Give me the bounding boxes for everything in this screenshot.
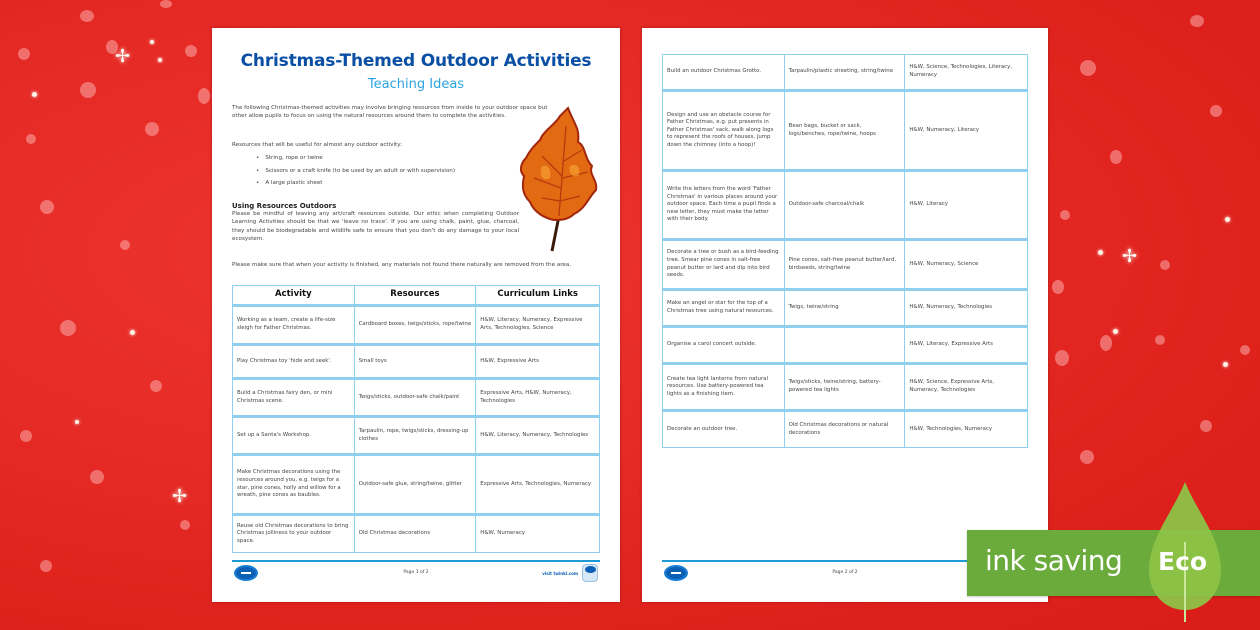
cell-links: H&W, Numeracy	[476, 515, 600, 553]
table-row	[663, 411, 1028, 448]
sparkle-icon: ✢	[1122, 246, 1138, 267]
table-row	[233, 515, 600, 553]
cell-resources: Old Christmas decorations or natural decorations	[784, 411, 905, 448]
activities-table	[232, 285, 600, 553]
intro-paragraph: The following Christmas-themed activities may involve bringing resources from inside to your outdoor space but other allow pupils to focus on using the natural resources around them to complete the activities.	[232, 105, 548, 120]
cell-activity: Organise a carol concert outside.	[663, 327, 785, 364]
sparkle-icon: ✢	[115, 46, 131, 67]
cell-resources: Old Christmas decorations	[354, 515, 476, 553]
footer-link[interactable]: visit twinkl.com	[542, 571, 578, 576]
column-header-resources: Resources	[354, 286, 476, 306]
cell-activity: Play Christmas toy 'hide and seek'.	[233, 345, 355, 379]
cell-activity: Working as a team, create a life-size sleigh for Father Christmas.	[233, 306, 355, 345]
cell-activity: Reuse old Christmas decorations to bring Christmas jolliness to your outdoor space.	[233, 515, 355, 553]
cell-activity: Build a Christmas fairy den, or mini Christmas scene.	[233, 379, 355, 417]
cell-resources: Pine cones, salt-free peanut butter/lard, birdseeds, string/twine	[784, 240, 905, 290]
table-row	[233, 417, 600, 455]
resource-item: • A large plastic sheet	[256, 179, 455, 192]
section-paragraph: Please be mindful of leaving any art/craft resources outside. Our ethic when completing Outdoor Learning Activities should be that we 'leave no trace'. If you are using chalk, paint, glue, charcoal, they should be biodegradable and wildlife safe to ensure that you don't do any damage to your local ecosystem.	[232, 211, 519, 243]
cell-links: H&W, Numeracy, Technologies	[905, 290, 1028, 327]
table-row	[663, 364, 1028, 411]
table-row	[233, 345, 600, 379]
activities-table-continued	[662, 54, 1028, 448]
sparkle-icon: ✢	[172, 486, 188, 507]
cell-links: H&W, Expressive Arts	[476, 345, 600, 379]
cell-resources: Twigs/sticks, outdoor-safe chalk/paint	[354, 379, 476, 417]
cell-links: H&W, Numeracy, Literacy	[905, 91, 1028, 171]
table-header-row	[233, 286, 600, 306]
table-row	[663, 171, 1028, 240]
document-title: Christmas-Themed Outdoor Activities	[240, 51, 592, 71]
cell-activity: Build an outdoor Christmas Grotto.	[663, 55, 785, 91]
resources-list	[256, 154, 455, 192]
cell-resources: Twigs/sticks, twine/string, battery-powered tea lights	[784, 364, 905, 411]
cell-resources: Outdoor-safe glue, string/twine, glitter	[354, 455, 476, 515]
footer-divider	[232, 560, 600, 562]
column-header-activity: Activity	[233, 286, 355, 306]
document-subtitle: Teaching Ideas	[367, 77, 465, 92]
table-row	[233, 306, 600, 345]
cell-activity: Decorate an outdoor tree.	[663, 411, 785, 448]
cell-activity: Decorate a tree or bush as a bird-feeding tree. Smear pine cones in salt-free peanut butter or lard and dip into bird seeds.	[663, 240, 785, 290]
cell-resources: Outdoor-safe charcoal/chalk	[784, 171, 905, 240]
section-heading: Using Resources Outdoors	[232, 202, 337, 210]
cell-activity: Create tea light lanterns from natural resources. Use battery-powered tea lights as a finishing item.	[663, 364, 785, 411]
cell-activity: Write the letters from the word 'Father Christmas' in various places around your outdoor space. Each time a pupil finds a new letter, they must make the letter with their body.	[663, 171, 785, 240]
worksheet-page-1	[212, 28, 620, 602]
table-row	[233, 379, 600, 417]
table-row	[663, 290, 1028, 327]
autumn-leaf-icon	[512, 106, 602, 256]
column-header-curriculum-links: Curriculum Links	[476, 286, 600, 306]
page-number: Page 2 of 2	[832, 570, 858, 575]
cell-links: H&W, Science, Expressive Arts, Numeracy, Technologies	[905, 364, 1028, 411]
cell-links: H&W, Literacy, Numeracy, Expressive Arts, Technologies, Science	[476, 306, 600, 345]
eco-label: Eco	[1158, 547, 1208, 576]
cell-links: Expressive Arts, H&W, Numeracy, Technologies	[476, 379, 600, 417]
cell-links: H&W, Literacy	[905, 171, 1028, 240]
cell-activity: Set up a Santa's Workshop.	[233, 417, 355, 455]
cell-links: H&W, Numeracy, Science	[905, 240, 1028, 290]
table-row	[663, 55, 1028, 91]
cell-activity: Make an angel or star for the top of a Christmas tree using natural resources.	[663, 290, 785, 327]
cell-activity: Design and use an obstacle course for Father Christmas, e.g. put presents in Father Christmas' sack, walk along logs to represent the roofs of houses, jump down the chimney (into a hoop)!	[663, 91, 785, 171]
resource-item: • Scissors or a craft knife (to be used by an adult or with supervision)	[256, 167, 455, 180]
quality-mark-icon	[582, 564, 598, 582]
table-row	[663, 240, 1028, 290]
table-row	[663, 327, 1028, 364]
cell-resources: Twigs, twine/string	[784, 290, 905, 327]
cell-links: H&W, Technologies, Numeracy	[905, 411, 1028, 448]
page-number: Page 1 of 2	[403, 570, 429, 575]
cell-links: H&W, Science, Technologies, Literacy, Numeracy	[905, 55, 1028, 91]
resources-intro: Resources that will be useful for almost any outdoor activity:	[232, 142, 403, 148]
cell-resources: Tarpaulin/plastic sheeting, string/twine	[784, 55, 905, 91]
table-row	[233, 455, 600, 515]
cell-resources: Small toys	[354, 345, 476, 379]
table-row	[663, 91, 1028, 171]
cell-links: Expressive Arts, Technologies, Numeracy	[476, 455, 600, 515]
cell-links: H&W, Literacy, Numeracy, Technologies	[476, 417, 600, 455]
cell-resources: Bean bags, bucket or sack, logs/benches, rope/twine, hoops	[784, 91, 905, 171]
cell-resources	[784, 327, 905, 364]
cleanup-paragraph: Please make sure that when your activity is finished, any materials not found there naturally are removed from the area.	[232, 262, 572, 268]
cell-resources: Tarpaulin, rope, twigs/sticks, dressing-up clothes	[354, 417, 476, 455]
ink-saving-label: ink saving	[985, 544, 1123, 577]
resource-item: • String, rope or twine	[256, 154, 455, 167]
cell-resources: Cardboard boxes, twigs/sticks, rope/twine	[354, 306, 476, 345]
worksheet-page-2	[642, 28, 1048, 602]
cell-activity: Make Christmas decorations using the resources around you, e.g. twigs for a star, pine cones, holly and willow for a wreath, pine cones as baubles.	[233, 455, 355, 515]
cell-links: H&W, Literacy, Expressive Arts	[905, 327, 1028, 364]
